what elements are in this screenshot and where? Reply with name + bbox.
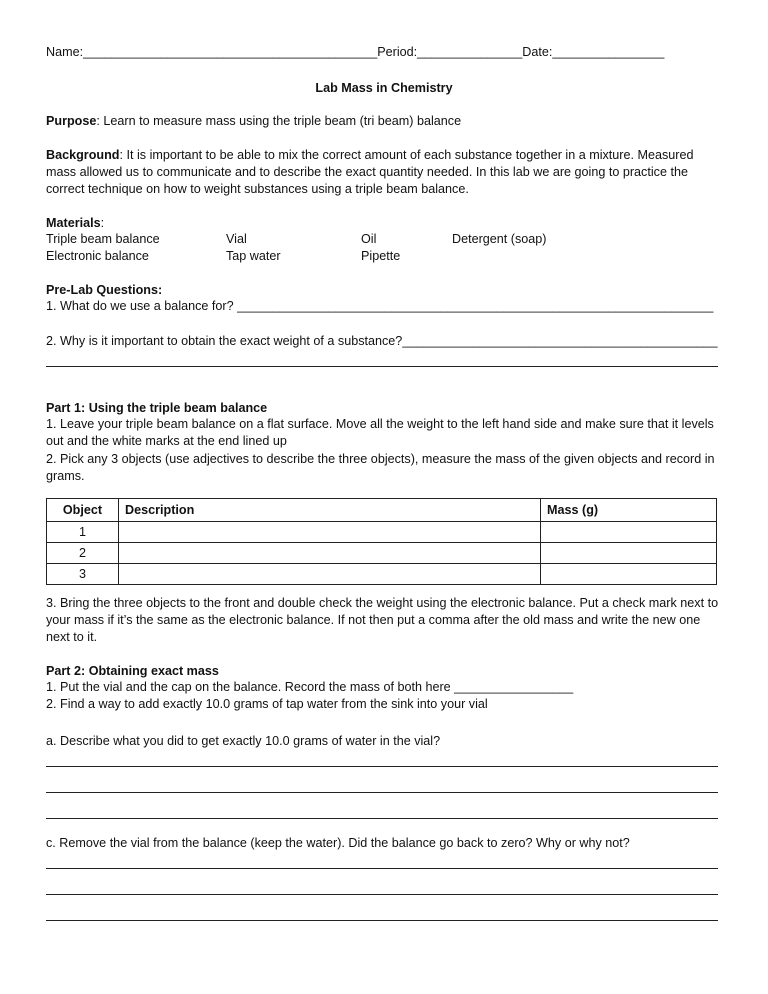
materials-col-4 <box>452 231 547 248</box>
mass-cell[interactable] <box>541 543 717 564</box>
part2-heading: Part 2: Obtaining exact mass <box>46 664 219 678</box>
part1-step-2: 2. Pick any 3 objects (use adjectives to describe the three objects), measure the mass of the given objects and record in grams. <box>46 452 715 483</box>
objects-table <box>46 498 717 585</box>
prelab-question-2[interactable]: 2. Why is it important to obtain the exact weight of a substance?_____________________________________________ <box>46 334 718 348</box>
part2-step-2: 2. Find a way to add exactly 10.0 grams of tap water from the sink into your vial <box>46 697 488 711</box>
col-description: Description <box>119 499 541 522</box>
material-item: Triple beam balance <box>46 232 160 246</box>
answer-line[interactable] <box>46 792 718 793</box>
col-mass: Mass (g) <box>541 499 717 522</box>
part1-step-3: 3. Bring the three objects to the front and double check the weight using the electronic balance. Put a check mark next to your mass if it’s the same as the electronic balance. If not then put a comma after the old mass and write the new one next to it. <box>46 596 719 644</box>
object-number: 1 <box>47 522 119 543</box>
purpose-text: : Learn to measure mass using the triple beam (tri beam) balance <box>96 114 462 128</box>
col-object: Object <box>47 499 119 522</box>
description-cell[interactable] <box>119 522 541 543</box>
description-cell[interactable] <box>119 543 541 564</box>
part2-step-1[interactable]: 1. Put the vial and the cap on the balance. Record the mass of both here _________________ <box>46 680 574 694</box>
answer-line[interactable] <box>46 894 718 895</box>
background-text: : It is important to be able to mix the correct amount of each substance together in a mixture. Measured mass allowed us to communicate and to describe the exact quantity needed. In this lab we are going to practice the correct technique on how to weight substances using a triple beam balance. <box>46 148 694 196</box>
table-header-row <box>47 499 717 522</box>
answer-line[interactable] <box>46 766 718 767</box>
object-number: 3 <box>47 564 119 585</box>
description-cell[interactable] <box>119 564 541 585</box>
page-title: Lab Mass in Chemistry <box>315 81 453 95</box>
materials-col-1 <box>46 231 160 265</box>
answer-line[interactable] <box>46 366 718 367</box>
background-label: Background <box>46 148 120 162</box>
prelab-question-1[interactable]: 1. What do we use a balance for? ____________________________________________________________________ <box>46 299 714 313</box>
purpose <box>46 113 461 130</box>
question-c: c. Remove the vial from the balance (keep the water). Did the balance go back to zero? Why or why not? <box>46 836 630 850</box>
material-item: Oil <box>361 232 377 246</box>
purpose-label: Purpose <box>46 114 97 128</box>
material-item: Detergent (soap) <box>452 232 547 246</box>
table-row <box>47 564 717 585</box>
background <box>46 147 726 198</box>
question-a: a. Describe what you did to get exactly 10.0 grams of water in the vial? <box>46 734 441 748</box>
materials-col-3 <box>361 231 400 265</box>
material-item: Vial <box>226 232 247 246</box>
materials-heading: Materials: <box>46 216 105 230</box>
material-item: Tap water <box>226 249 281 263</box>
table-row <box>47 522 717 543</box>
mass-cell[interactable] <box>541 564 717 585</box>
materials-label: Materials <box>46 216 101 230</box>
part1-step-1: 1. Leave your triple beam balance on a flat surface. Move all the weight to the left hand side and make sure that it levels out and the white marks at the end lined up <box>46 417 714 448</box>
material-item: Pipette <box>361 249 401 263</box>
answer-line[interactable] <box>46 920 718 921</box>
table-row <box>47 543 717 564</box>
header-fields[interactable]: Name:__________________________________________Period:_______________Date:________________ <box>46 45 665 59</box>
part1-heading: Part 1: Using the triple beam balance <box>46 401 268 415</box>
mass-cell[interactable] <box>541 522 717 543</box>
answer-line[interactable] <box>46 818 718 819</box>
materials-col-2 <box>226 231 281 265</box>
material-item: Electronic balance <box>46 249 149 263</box>
prelab-heading: Pre-Lab Questions: <box>46 283 163 297</box>
answer-line[interactable] <box>46 868 718 869</box>
object-number: 2 <box>47 543 119 564</box>
